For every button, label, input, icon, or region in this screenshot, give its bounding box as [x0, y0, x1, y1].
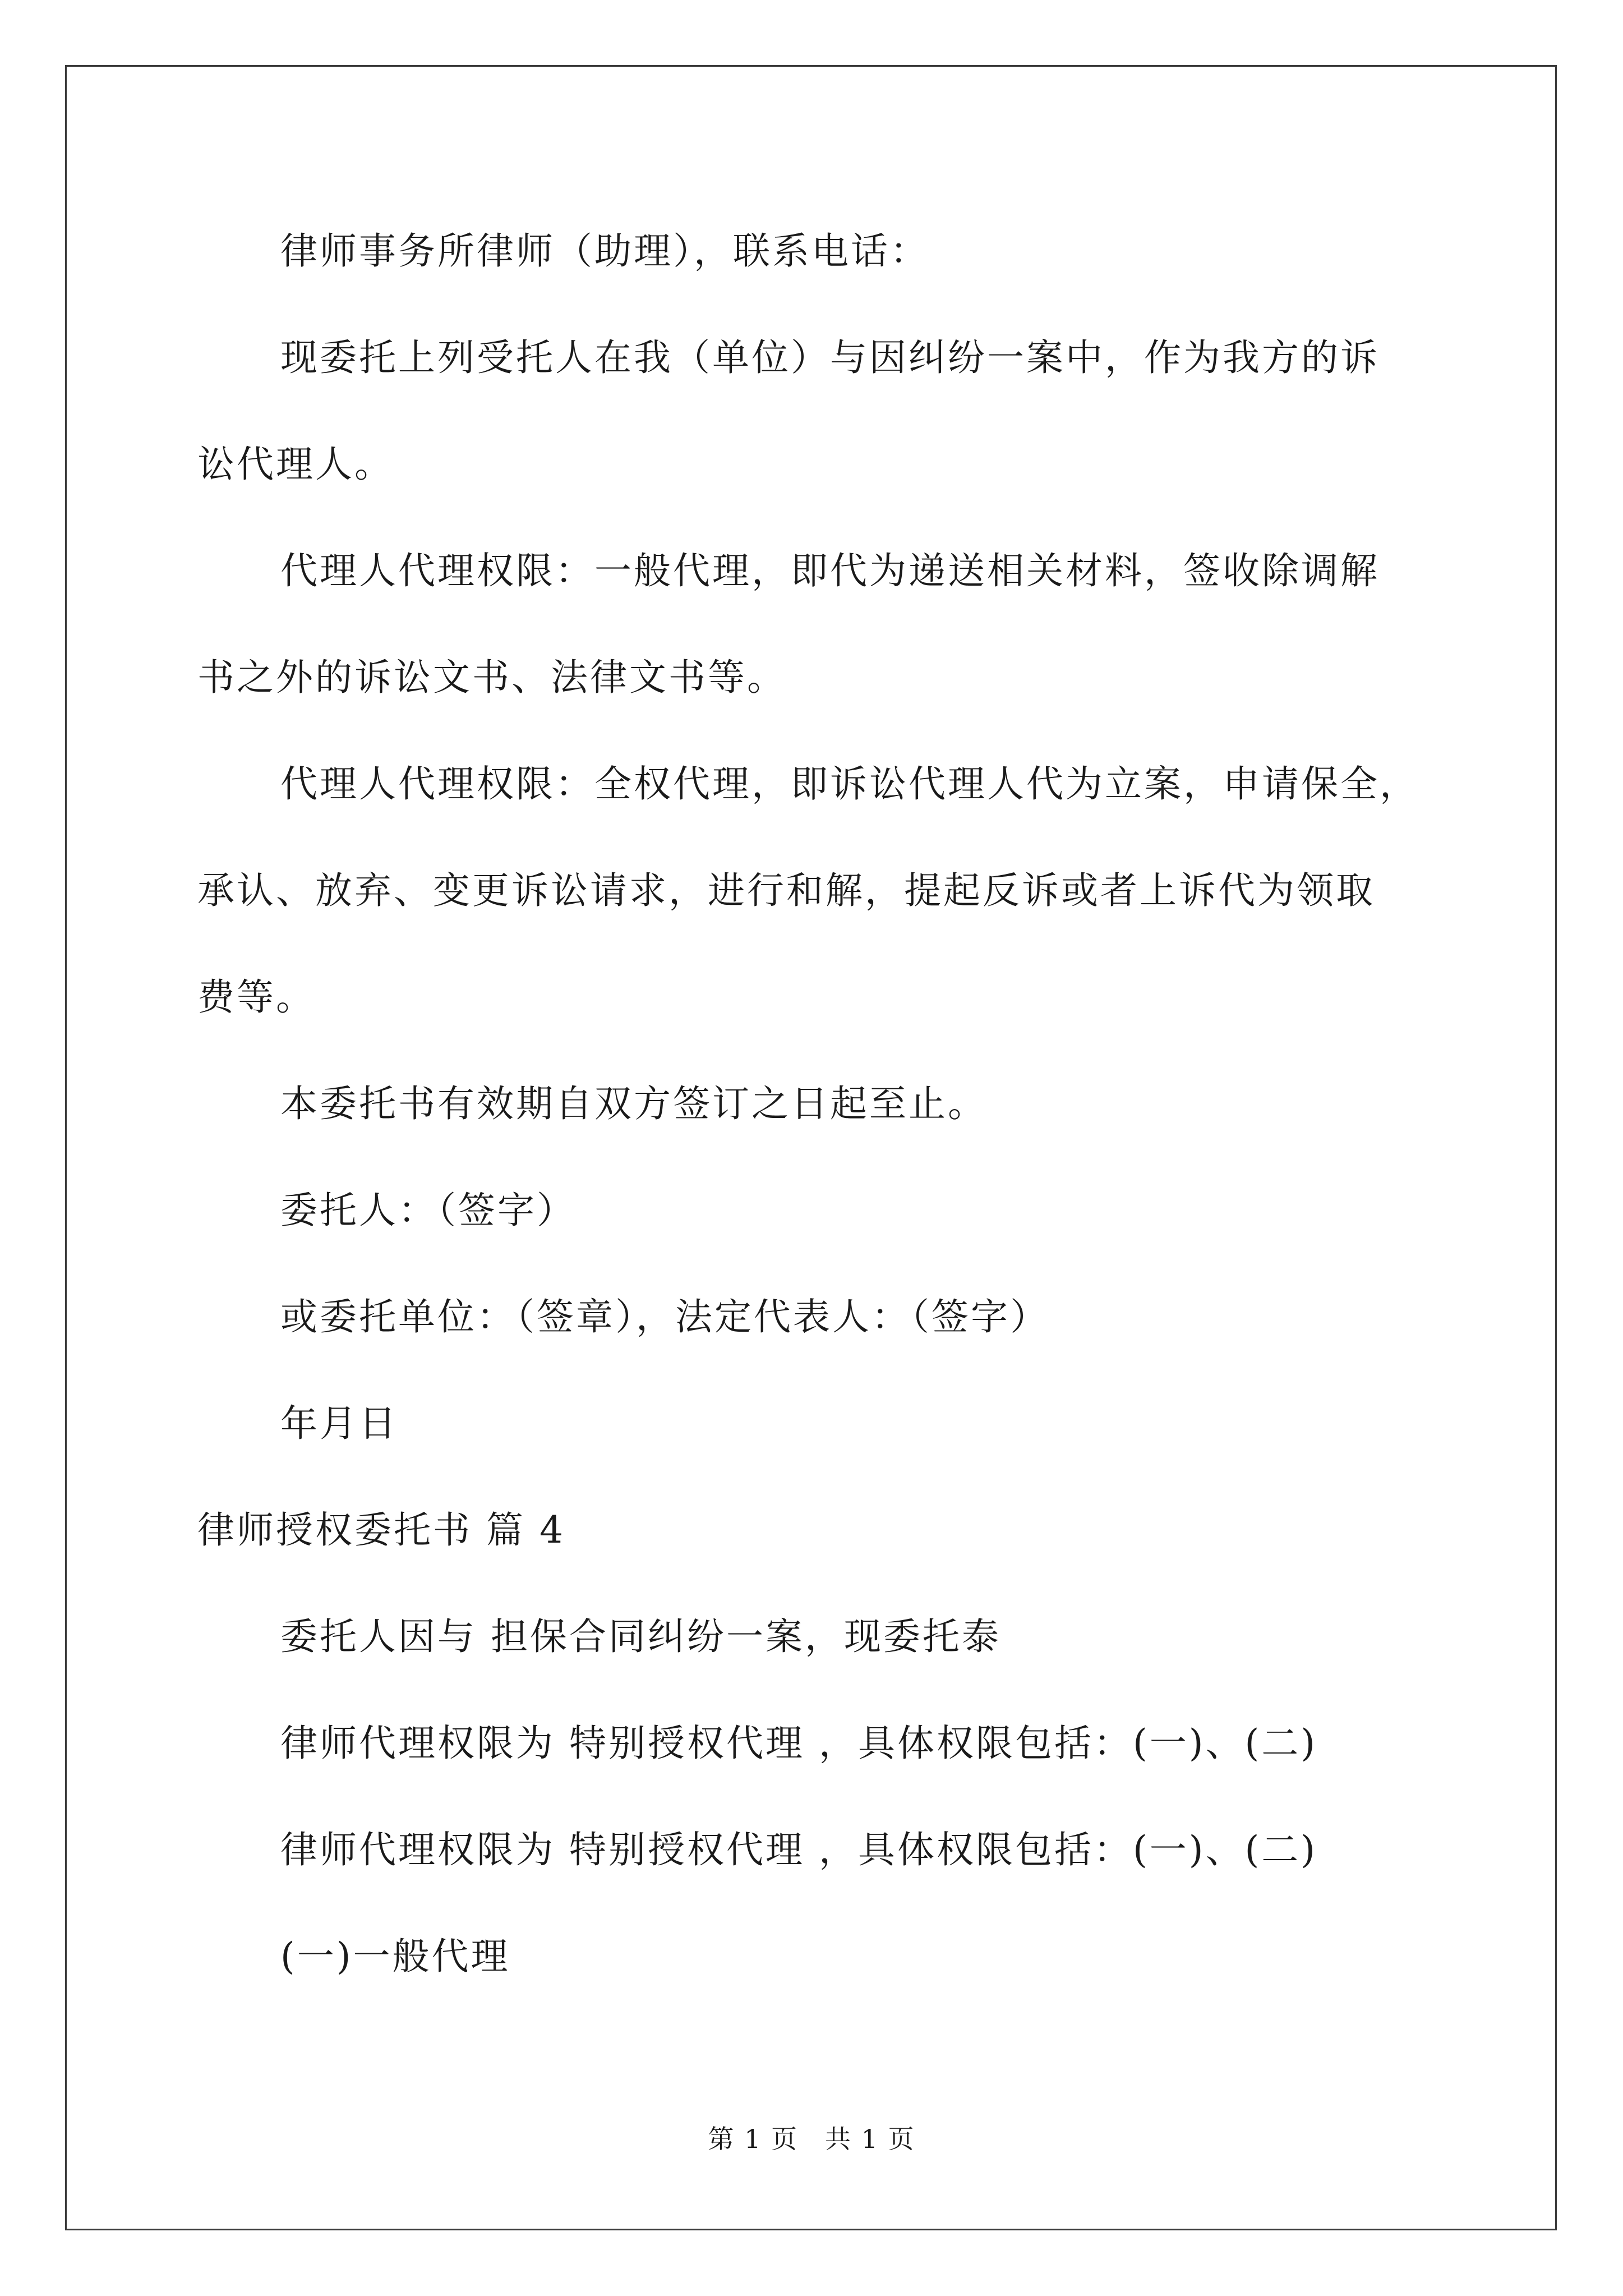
doc-line-16: 律师代理权限为 特别授权代理 ，具体权限包括：(一)、(二) — [280, 1828, 1317, 1871]
doc-line-8: 费等。 — [197, 976, 315, 1019]
doc-line-1: 律师事务所律师（助理），联系电话： — [280, 229, 929, 273]
doc-line-11: 或委托单位：（签章），法定代表人：（签字） — [280, 1295, 1049, 1338]
doc-line-5: 书之外的诉讼文书、法律文书等。 — [197, 656, 786, 699]
page-footer: 第 1 页 共 1 页 — [708, 2124, 915, 2154]
doc-line-15: 律师代理权限为 特别授权代理 ，具体权限包括：(一)、(二) — [280, 1722, 1317, 1765]
doc-line-14: 委托人因与 担保合同纠纷一案，现委托泰 — [280, 1615, 1001, 1658]
doc-line-3: 讼代理人。 — [197, 443, 394, 486]
doc-line-4: 代理人代理权限：一般代理，即代为递送相关材料，签收除调解 — [280, 549, 1380, 592]
section-heading: 律师授权委托书 篇 4 — [197, 1508, 565, 1552]
doc-line-17: (一)一般代理 — [280, 1935, 510, 1978]
doc-line-7: 承认、放弃、变更诉讼请求，进行和解，提起反诉或者上诉代为领取 — [197, 869, 1375, 912]
doc-line-12: 年月日 — [280, 1402, 398, 1445]
doc-line-2: 现委托上列受托人在我（单位）与因纠纷一案中，作为我方的诉 — [280, 336, 1380, 379]
doc-line-10: 委托人：（签字） — [280, 1189, 576, 1232]
doc-line-9: 本委托书有效期自双方签订之日起至止。 — [280, 1082, 987, 1125]
page-border — [65, 65, 1557, 2230]
doc-line-6: 代理人代理权限：全权代理，即诉讼代理人代为立案，申请保全， — [280, 762, 1419, 806]
